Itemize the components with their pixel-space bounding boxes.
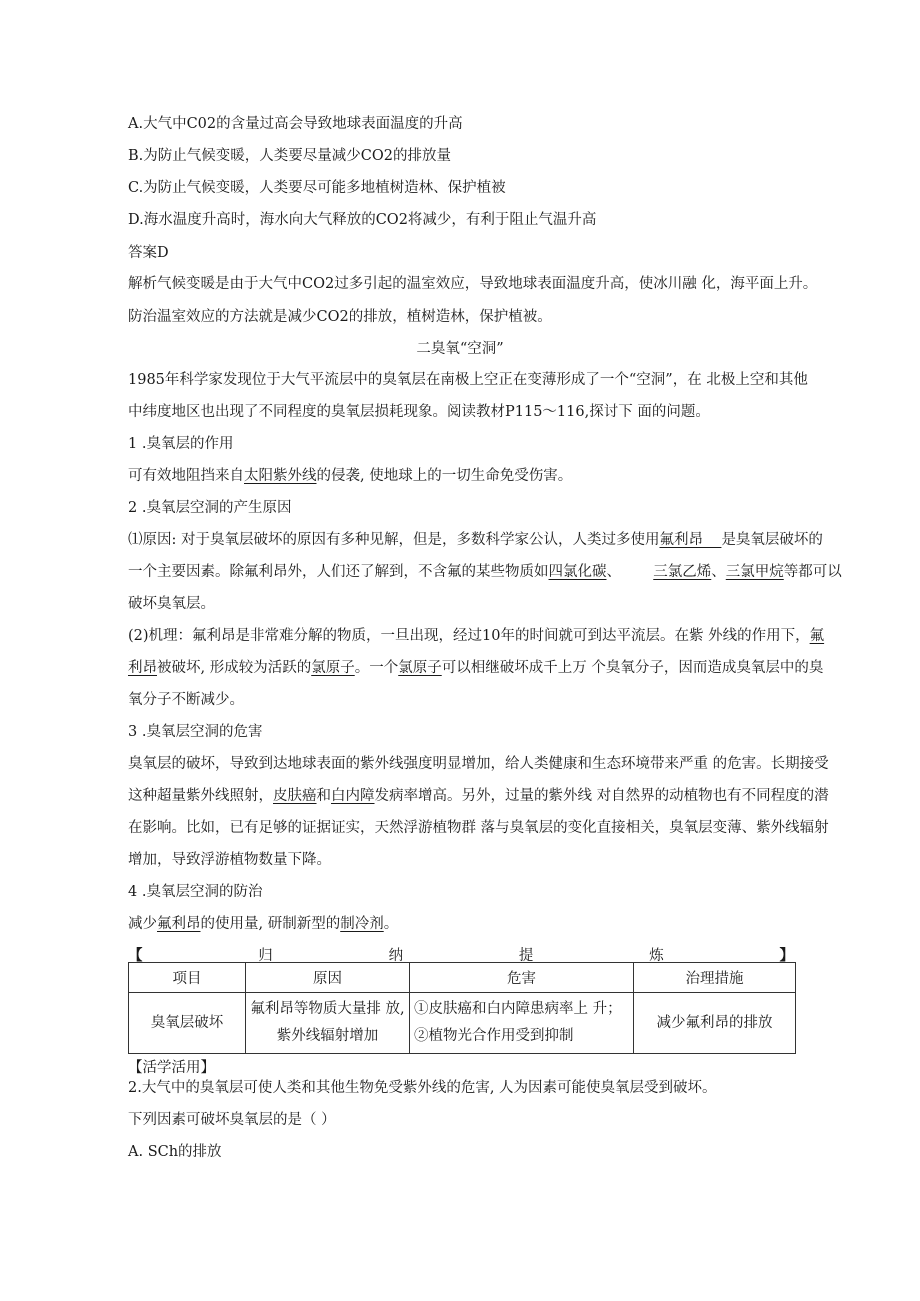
harm-line-2: 这种超量紫外线照射，皮肤癌和白内障发病率增高。另外，过量的紫外线 对自然界的动植物也有不同程度的潜 xyxy=(128,788,829,804)
table-header: 治理措施 xyxy=(634,963,796,993)
harm-line-3: 在影响。比如，已有足够的证据证实，天然浮游植物群 落与臭氧层的变化直接相关，臭氧层变薄、紫外线辐射 xyxy=(128,820,829,836)
table-header: 原因 xyxy=(246,963,410,993)
harm-line-1: 臭氧层的破坏，导致到达地球表面的紫外线强度明显增加，给人类健康和生态环境带来严重 的危害。长期接受 xyxy=(128,756,829,772)
section-title: 二臭氧“空洞” xyxy=(416,341,504,357)
table-cell: ①皮肤癌和白内障患病率上 升；②植物光合作用受到抑制 xyxy=(410,993,634,1054)
answer: 答案D xyxy=(128,245,169,261)
heading-3: 3 .臭氧层空洞的危害 xyxy=(128,724,263,740)
cause-line-2: 一个主要因素。除氟利昂外，人们还了解到，不含氟的某些物质如四氯化碳、 三氯乙烯、三氯甲烷等都可以 xyxy=(128,564,842,580)
para-1: 可有效地阻挡来自太阳紫外线的侵袭, 使地球上的一切生命免受伤害。 xyxy=(128,468,573,484)
term-uv: 太阳紫外线 xyxy=(244,468,317,484)
practice-title: 【活学活用】 xyxy=(128,1060,215,1076)
q2-line-1: 2.大气中的臭氧层可使人类和其他生物免受紫外线的危害, 人为因素可能使臭氧层受到破坏。 xyxy=(128,1080,717,1096)
q2-option-a: A. SCh的排放 xyxy=(128,1144,222,1160)
intro-line-2: 中纬度地区也出现了不同程度的臭氧层损耗现象。阅读教材P115〜116,探讨下 面的问题。 xyxy=(128,404,710,420)
table-header-row xyxy=(129,963,796,993)
option-d: D.海水温度升高时，海水向大气释放的CO2将减少，有利于阻止气温升高 xyxy=(128,212,597,228)
table-row xyxy=(129,993,796,1054)
heading-2: 2 .臭氧层空洞的产生原因 xyxy=(128,500,292,516)
table-header: 项目 xyxy=(129,963,246,993)
table-header: 危害 xyxy=(410,963,634,993)
option-b: B.为防止气候变暖，人类要尽量减少CO2的排放量 xyxy=(128,148,451,164)
heading-1: 1 .臭氧层的作用 xyxy=(128,436,234,452)
mech-line-2: 利昂被破坏, 形成较为活跃的氯原子。一个氯原子可以相继破坏成千上万 个臭氧分子，因而造成臭氧层中的臭 xyxy=(128,660,824,676)
cause-line-3: 破坏臭氧层。 xyxy=(128,596,215,612)
table-cell: 减少氟利昂的排放 xyxy=(634,993,796,1054)
analysis-line-1: 解析气候变暖是由于大气中CO2过多引起的温室效应，导致地球表面温度升高，使冰川融 化，海平面上升。 xyxy=(128,276,818,292)
prevention: 减少氟利昂的使用量, 研制新型的制冷剂。 xyxy=(128,916,399,932)
mech-line-3: 氧分子不断减少。 xyxy=(128,692,244,708)
summary-heading: 【 归 纳 提 炼 】 xyxy=(128,947,794,964)
heading-4: 4 .臭氧层空洞的防治 xyxy=(128,884,263,900)
analysis-line-2: 防治温室效应的方法就是减少CO2的排放，植树造林，保护植被。 xyxy=(128,309,552,325)
mech-line-1: (2)机理：氟利昂是非常难分解的物质，一旦出现，经过10年的时间就可到达平流层。在紫 外线的作用下，氟 xyxy=(128,628,825,644)
option-a: A.大气中C02的含量过高会导致地球表面温度的升高 xyxy=(128,116,463,132)
option-c: C.为防止气候变暖，人类要尽可能多地植树造林、保护植被 xyxy=(128,180,506,196)
harm-line-4: 增加，导致浮游植物数量下降。 xyxy=(128,852,331,868)
intro-line-1: 1985年科学家发现位于大气平流层中的臭氧层在南极上空正在变薄形成了一个“空洞”，在 北极上空和其他 xyxy=(128,372,808,388)
table-cell: 氟利昂等物质大量排 放,紫外线辐射增加 xyxy=(246,993,410,1054)
summary-table xyxy=(128,962,796,1054)
table-cell: 臭氧层破坏 xyxy=(129,993,246,1054)
q2-line-2: 下列因素可破坏臭氧层的是（ ） xyxy=(128,1112,336,1128)
cause-line-1: ⑴原因: 对于臭氧层破坏的原因有多种见解，但是，多数科学家公认，人类过多使用氟利昂 是臭氧层破坏的 xyxy=(128,532,823,548)
